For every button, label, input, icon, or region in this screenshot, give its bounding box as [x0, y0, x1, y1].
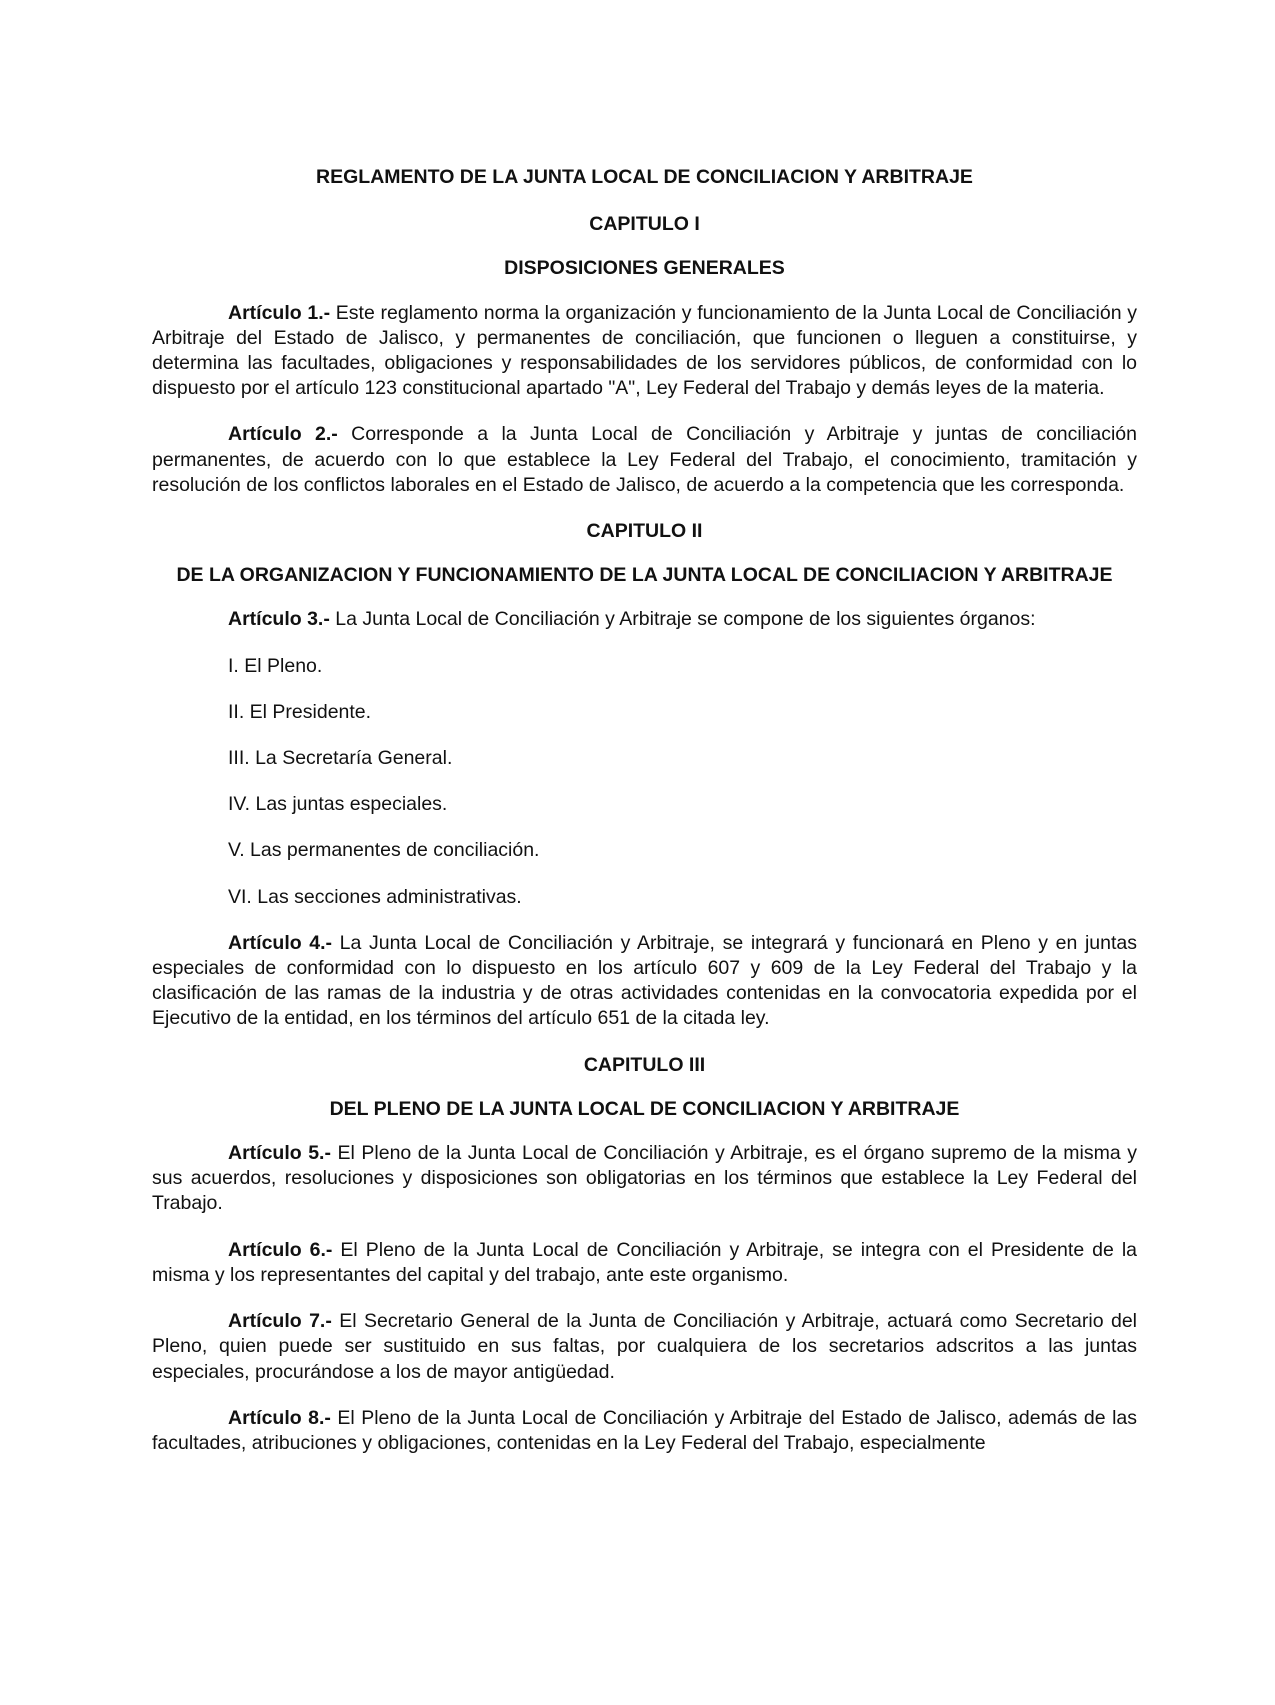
article-6-text: El Pleno de la Junta Local de Conciliación y Arbitraje, se integra con el Presidente de la misma y los representantes del capital y del trabajo, ante este organismo. [152, 1238, 1138, 1286]
article-2 [152, 422, 1137, 498]
document-title: REGLAMENTO DE LA JUNTA LOCAL DE CONCILIACION Y ARBITRAJE [316, 166, 973, 188]
article-6-label: Artículo 6.- [228, 1238, 333, 1261]
article-3 [152, 607, 1137, 632]
article-1-label: Artículo 1.- [228, 301, 331, 324]
article-4-text: La Junta Local de Conciliación y Arbitraje, se integrará y funcionará en Pleno y en juntas especiales de conformidad con lo dispuesto en los artículo 607 y 609 de la Ley Federal del Trabajo y la clasificación de las ramas de la industria y de otras actividades contenidas en la convocatoria expedida por el Ejecutivo de la entidad, en los términos del artículo 651 de la citada ley. [152, 931, 1138, 1030]
article-5-text: El Pleno de la Junta Local de Conciliación y Arbitraje, es el órgano supremo de la misma y sus acuerdos, resoluciones y disposiciones son obligatorias en los términos que establece la Ley Federal del Trabajo. [152, 1142, 1137, 1215]
chapter-2-label: CAPITULO II [586, 520, 703, 543]
article-4-label: Artículo 4.- [228, 931, 333, 954]
article-7-text: El Secretario General de la Junta de Conciliación y Arbitraje, actuará como Secretario del Pleno, quien puede ser sustituido en sus faltas, por cualquiera de los secretarios adscritos a las juntas especiales, procurándose a los de mayor antigüedad. [152, 1310, 1137, 1383]
article-7-label: Artículo 7.- [228, 1310, 332, 1333]
chapter-1-subtitle: DISPOSICIONES GENERALES [504, 257, 785, 280]
list-item: I. El Pleno. [228, 654, 323, 677]
chapter-3-label: CAPITULO III [583, 1053, 706, 1076]
chapter-1-label: CAPITULO I [589, 213, 700, 236]
article-7 [152, 1309, 1137, 1385]
article-2-label: Artículo 2.- [228, 423, 338, 446]
list-item: II. El Presidente. [228, 700, 372, 723]
list-item: III. La Secretaría General. [228, 747, 453, 770]
article-8 [152, 1406, 1137, 1456]
article-8-label: Artículo 8.- [228, 1406, 331, 1429]
article-1-text: Este reglamento norma la organización y funcionamiento de la Junta Local de Conciliación y Arbitraje del Estado de Jalisco, y permanentes de conciliación, que funcionen o lleguen a constituirse, y determina las facultades, obligaciones y responsabilidades de los servidores públicos, de conformidad con lo dispuesto por el artículo 123 constitucional apartado "A", Ley Federal del Trabajo y demás leyes de la materia. [152, 301, 1137, 400]
article-4 [152, 931, 1137, 1032]
article-8-text: El Pleno de la Junta Local de Conciliación y Arbitraje del Estado de Jalisco, además de las facultades, atribuciones y obligaciones, contenidas en la Ley Federal del Trabajo, especialmente [152, 1406, 1137, 1454]
article-5-label: Artículo 5.- [228, 1142, 331, 1165]
list-item: VI. Las secciones administrativas. [228, 885, 522, 908]
article-2-text: Corresponde a la Junta Local de Conciliación y Arbitraje y juntas de conciliación permanentes, de acuerdo con lo que establece la Ley Federal del Trabajo, el conocimiento, tramitación y resolución de los conflictos laborales en el Estado de Jalisco, de acuerdo a la competencia que les corresponda. [152, 423, 1137, 496]
chapter-2-subtitle: DE LA ORGANIZACION Y FUNCIONAMIENTO DE LA JUNTA LOCAL DE CONCILIACION Y ARBITRAJE [176, 564, 1113, 587]
chapter-3-subtitle: DEL PLENO DE LA JUNTA LOCAL DE CONCILIACION Y ARBITRAJE [329, 1097, 960, 1120]
article-6 [152, 1238, 1137, 1288]
article-3-text: La Junta Local de Conciliación y Arbitraje se compone de los siguientes órganos: [329, 608, 1036, 631]
article-5 [152, 1141, 1137, 1217]
list-item: IV. Las juntas especiales. [228, 793, 448, 816]
article-3-label: Artículo 3.- [228, 608, 330, 631]
list-item: V. Las permanentes de conciliación. [228, 839, 540, 862]
article-1 [152, 301, 1137, 402]
document-page [152, 165, 1137, 1477]
